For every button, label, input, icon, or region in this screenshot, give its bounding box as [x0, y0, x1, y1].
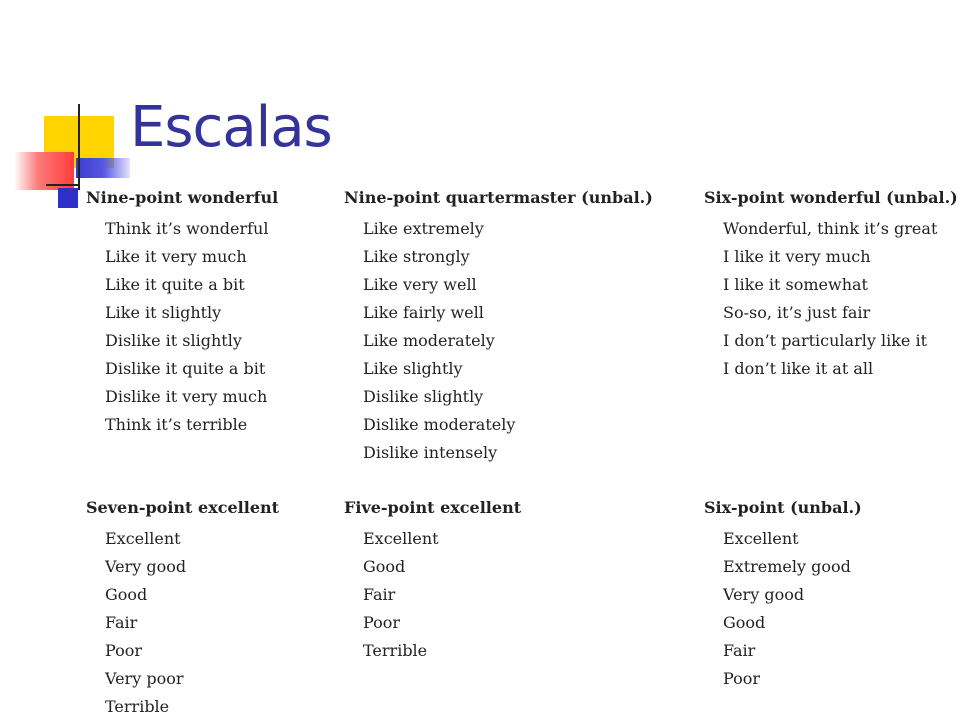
scale-item: Dislike it slightly	[105, 331, 242, 350]
scale-item: Like it quite a bit	[105, 275, 245, 294]
blue-bar	[76, 158, 130, 178]
scale-item: Dislike it very much	[105, 387, 268, 406]
scale-heading: Five-point excellent	[344, 498, 522, 517]
scale-item: Dislike it quite a bit	[105, 359, 266, 378]
scale-five-point-excellent	[344, 497, 521, 665]
scale-items	[86, 525, 279, 721]
scale-item: Like moderately	[363, 331, 495, 350]
scale-item: Very poor	[105, 669, 184, 688]
scale-item: Excellent	[105, 529, 181, 548]
scale-item: Fair	[723, 641, 756, 660]
scale-item: So-so, it’s just fair	[723, 303, 871, 322]
scale-six-point-wonderful	[704, 187, 958, 383]
scale-item: Excellent	[723, 529, 799, 548]
scale-item: Like extremely	[363, 219, 484, 238]
scale-seven-point-excellent	[86, 497, 279, 721]
scale-item: Poor	[105, 641, 143, 660]
horizontal-line	[46, 184, 80, 186]
scale-item: Dislike moderately	[363, 415, 516, 434]
scale-item: I like it very much	[723, 247, 871, 266]
scale-item: Like slightly	[363, 359, 463, 378]
scale-nine-point-wonderful	[86, 187, 278, 439]
scale-item: Dislike intensely	[363, 443, 498, 462]
scale-item: Like strongly	[363, 247, 470, 266]
scale-items	[344, 525, 521, 665]
scale-item: Like it very much	[105, 247, 247, 266]
scale-item: Like very well	[363, 275, 477, 294]
scale-items	[344, 215, 653, 467]
scale-item: Terrible	[363, 641, 428, 660]
scale-item: Very good	[723, 585, 805, 604]
scale-item: Terrible	[105, 697, 170, 716]
scale-item: Good	[363, 557, 406, 576]
scale-six-point-unbal	[704, 497, 862, 693]
scale-item: I don’t like it at all	[723, 359, 874, 378]
scale-item: Dislike slightly	[363, 387, 484, 406]
scale-item: Good	[723, 613, 766, 632]
scale-item: Think it’s wonderful	[105, 219, 269, 238]
scale-nine-point-quartermaster	[344, 187, 653, 467]
scale-item: Extremely good	[723, 557, 851, 576]
scale-item: Poor	[363, 613, 401, 632]
scale-heading: Seven-point excellent	[86, 498, 280, 517]
scale-items	[704, 525, 862, 693]
scale-items	[704, 215, 958, 383]
scale-item: Fair	[105, 613, 138, 632]
scale-item: Fair	[363, 585, 396, 604]
blue-square	[58, 188, 78, 208]
vertical-line	[78, 104, 80, 190]
scale-item: Excellent	[363, 529, 439, 548]
scale-item: Wonderful, think it’s great	[723, 219, 938, 238]
scale-heading: Six-point wonderful (unbal.)	[704, 188, 958, 207]
scale-heading: Six-point (unbal.)	[704, 498, 862, 517]
scale-item: I don’t particularly like it	[723, 331, 928, 350]
scale-item: Poor	[723, 669, 761, 688]
scale-item: Like fairly well	[363, 303, 484, 322]
scale-item: I like it somewhat	[723, 275, 868, 294]
scale-item: Like it slightly	[105, 303, 222, 322]
scale-heading: Nine-point quartermaster (unbal.)	[344, 188, 653, 207]
page-title: Escalas	[130, 95, 332, 160]
scale-heading: Nine-point wonderful	[86, 188, 279, 207]
scale-item: Think it’s terrible	[105, 415, 248, 434]
scale-item: Very good	[105, 557, 187, 576]
scale-item: Good	[105, 585, 148, 604]
scale-items	[86, 215, 278, 439]
